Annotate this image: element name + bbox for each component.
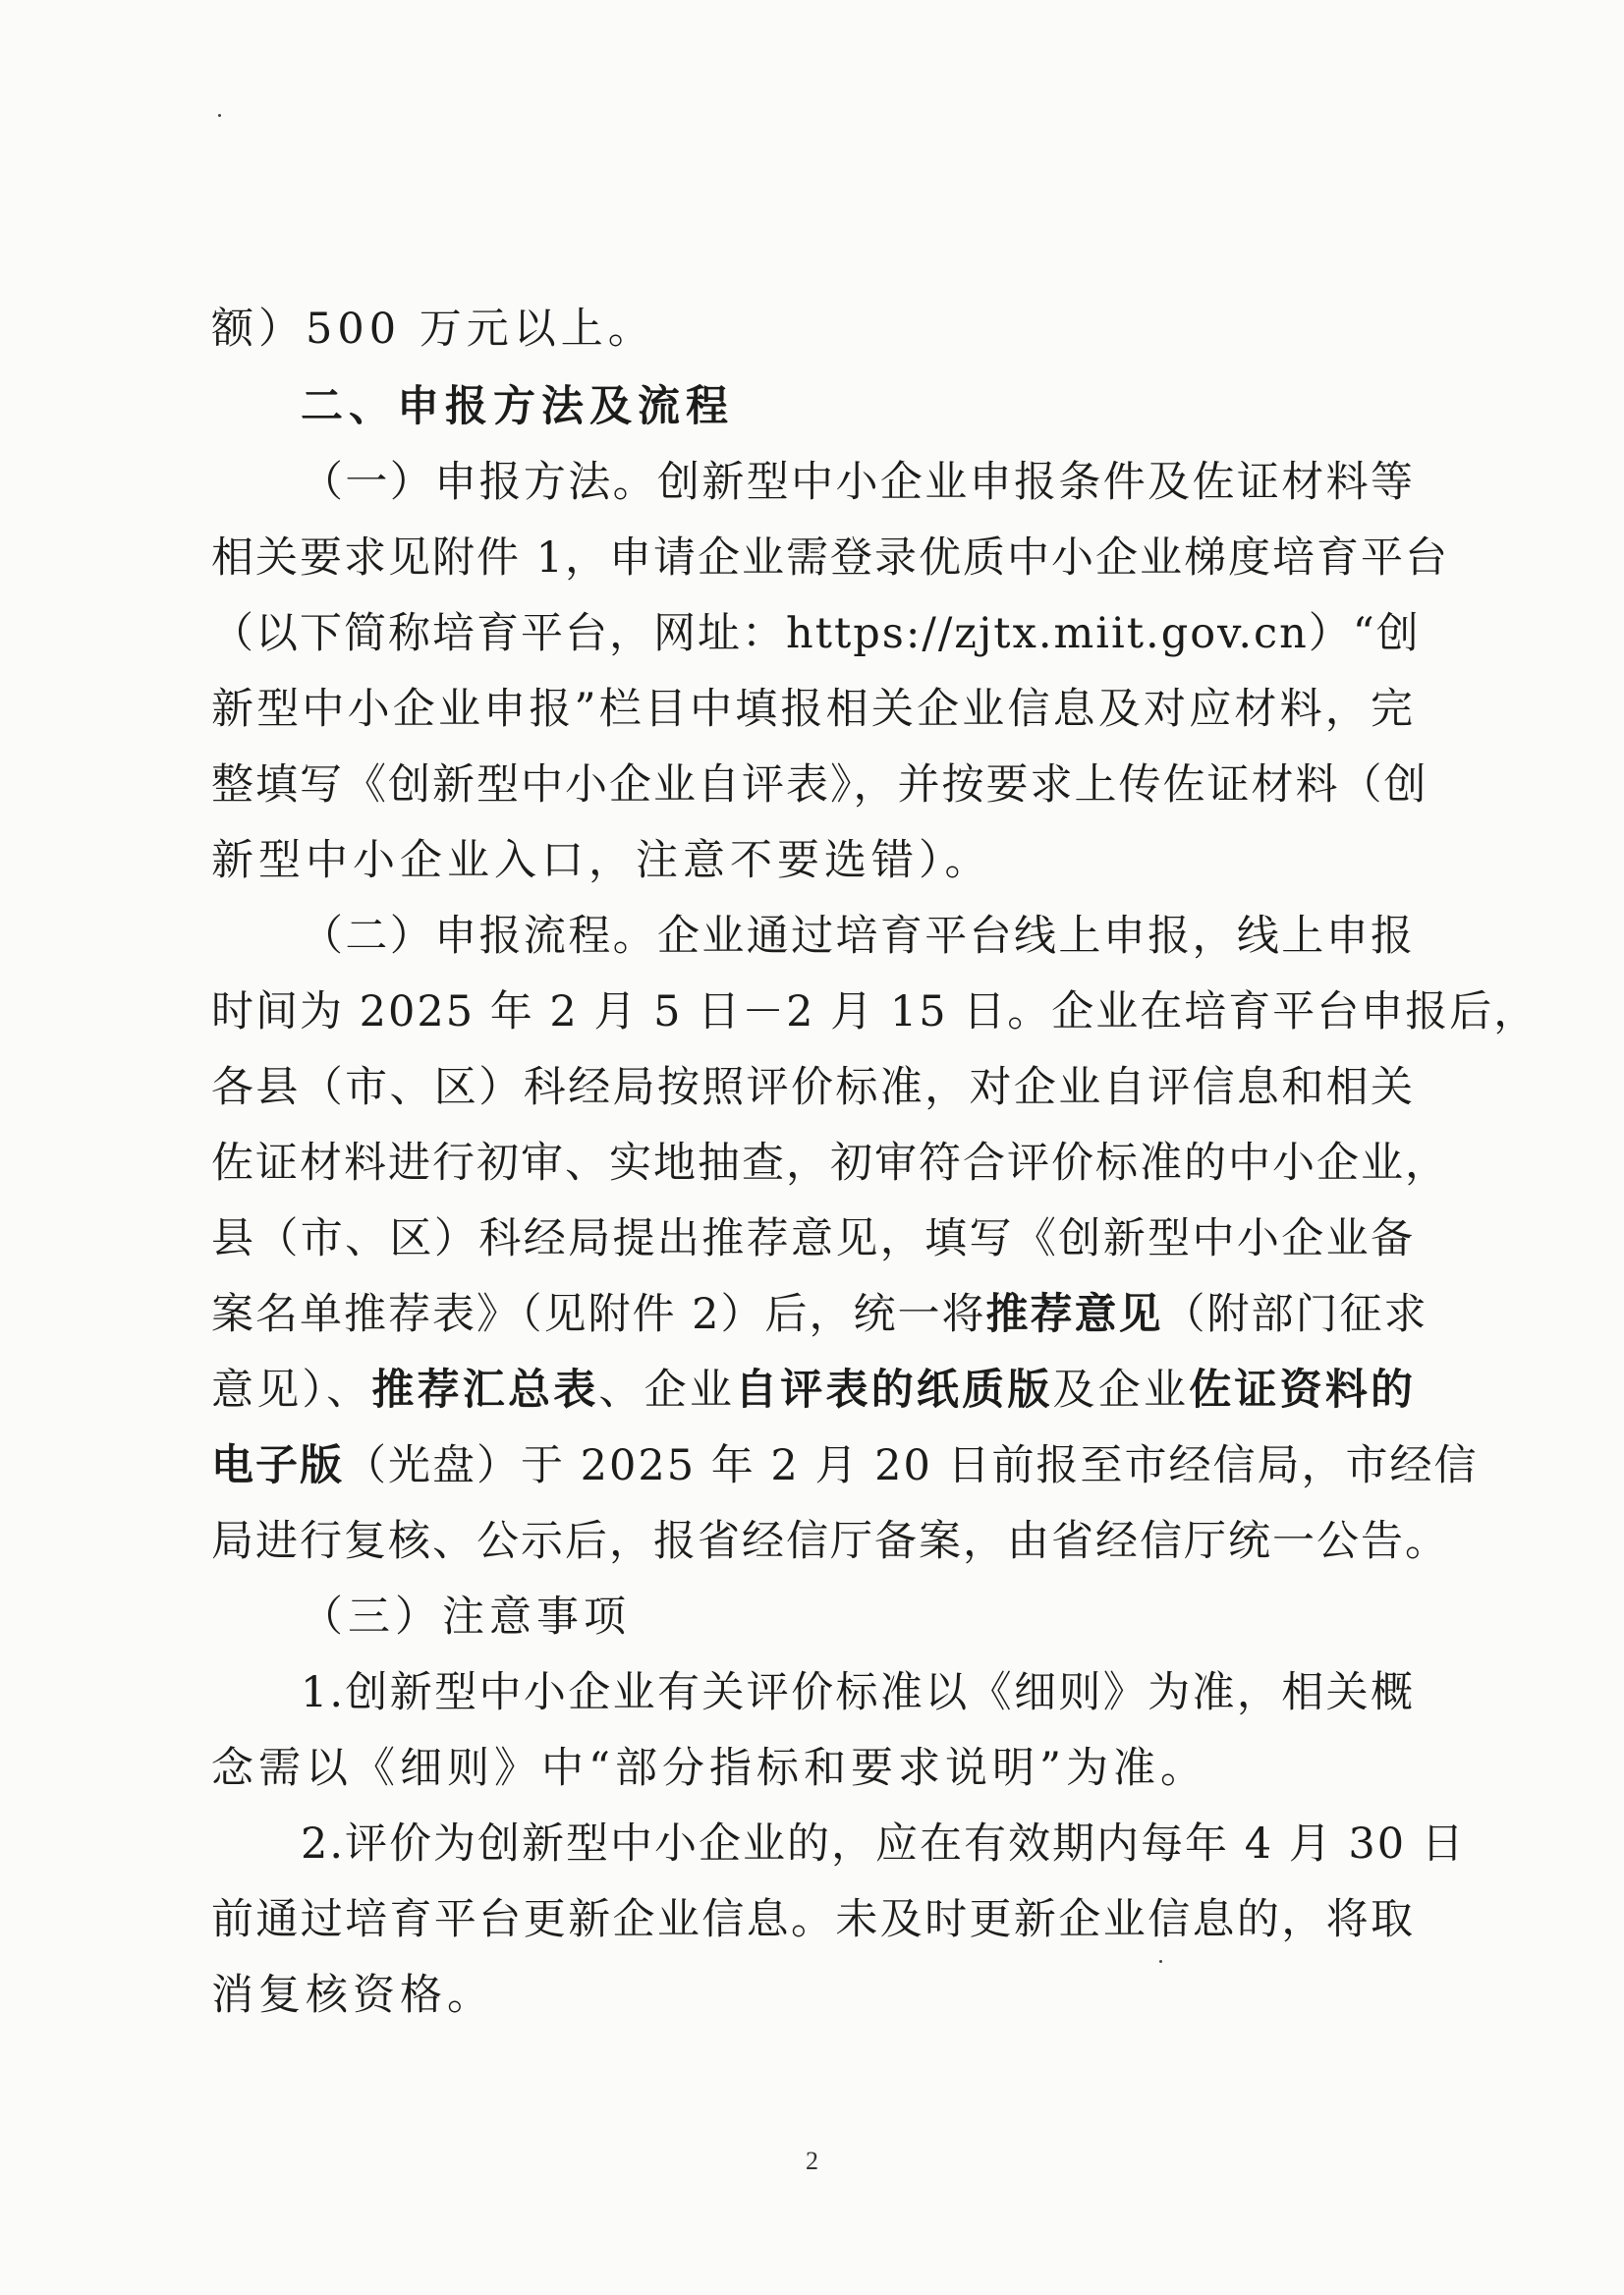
- text-line: 1.创新型中小企业有关评价标准以《细则》为准，相关概: [301, 1668, 1415, 1717]
- scan-speck: [218, 114, 221, 117]
- bold-text: 自评表的纸质版: [735, 1366, 1053, 1415]
- text-line: [211, 1277, 1428, 1352]
- text-line: [211, 1353, 1415, 1427]
- bold-text: 推荐汇总表: [371, 1366, 599, 1415]
- text-line: （二）申报流程。企业通过培育平台线上申报，线上申报: [301, 912, 1415, 961]
- bold-text: 佐证资料的: [1189, 1366, 1416, 1415]
- text-line: [211, 1428, 1479, 1503]
- page-number: 2: [806, 2147, 818, 2175]
- text-segment: 及企业: [1052, 1366, 1190, 1415]
- text-segment: （光盘）于 2025 年 2 月 20 日前报至市经信局，市经信: [344, 1441, 1479, 1490]
- text-segment: 、企业: [598, 1366, 736, 1415]
- text-line: 各县（市、区）科经局按照评价标准，对企业自评信息和相关: [211, 1063, 1415, 1112]
- text-line: 整填写《创新型中小企业自评表》，并按要求上传佐证材料（创: [211, 760, 1428, 810]
- text-line: 佐证材料进行初审、实地抽查，初审符合评价标准的中小企业，: [211, 1139, 1449, 1188]
- text-segment: 案名单推荐表》（见附件 2）后，统一将: [211, 1290, 986, 1339]
- text-line: （一）申报方法。创新型中小企业申报条件及佐证材料等: [301, 458, 1415, 507]
- bold-text: 推荐意见: [985, 1290, 1163, 1339]
- text-line: （以下简称培育平台，网址：https://zjtx.miit.gov.cn）“创: [211, 609, 1421, 658]
- text-line: 新型中小企业入口，注意不要选错）。: [211, 836, 992, 885]
- text-line: 时间为 2025 年 2 月 5 日－2 月 15 日。企业在培育平台申报后，: [211, 987, 1539, 1036]
- text-segment: 意见）、: [211, 1366, 372, 1415]
- text-line: 额）500 万元以上。: [211, 305, 655, 354]
- bold-text: 电子版: [211, 1441, 344, 1490]
- text-line: 念需以《细则》中“部分指标和要求说明”为准。: [211, 1744, 1207, 1793]
- text-segment: （附部门征求: [1162, 1290, 1428, 1339]
- text-line: 新型中小企业申报”栏目中填报相关企业信息及对应材料，完: [211, 685, 1415, 734]
- text-line: 前通过培育平台更新企业信息。未及时更新企业信息的，将取: [211, 1895, 1415, 1944]
- subsection-heading: （三）注意事项: [301, 1593, 631, 1642]
- text-line: 相关要求见附件 1，申请企业需登录优质中小企业梯度培育平台: [211, 533, 1450, 583]
- section-heading: 二、申报方法及流程: [301, 382, 734, 431]
- text-line: 县（市、区）科经局提出推荐意见，填写《创新型中小企业备: [211, 1214, 1415, 1263]
- text-line: 局进行复核、公示后，报省经信厅备案，由省经信厅统一公告。: [211, 1517, 1449, 1566]
- text-line: 消复核资格。: [211, 1971, 494, 2020]
- text-line: 2.评价为创新型中小企业的，应在有效期内每年 4 月 30 日: [301, 1819, 1466, 1869]
